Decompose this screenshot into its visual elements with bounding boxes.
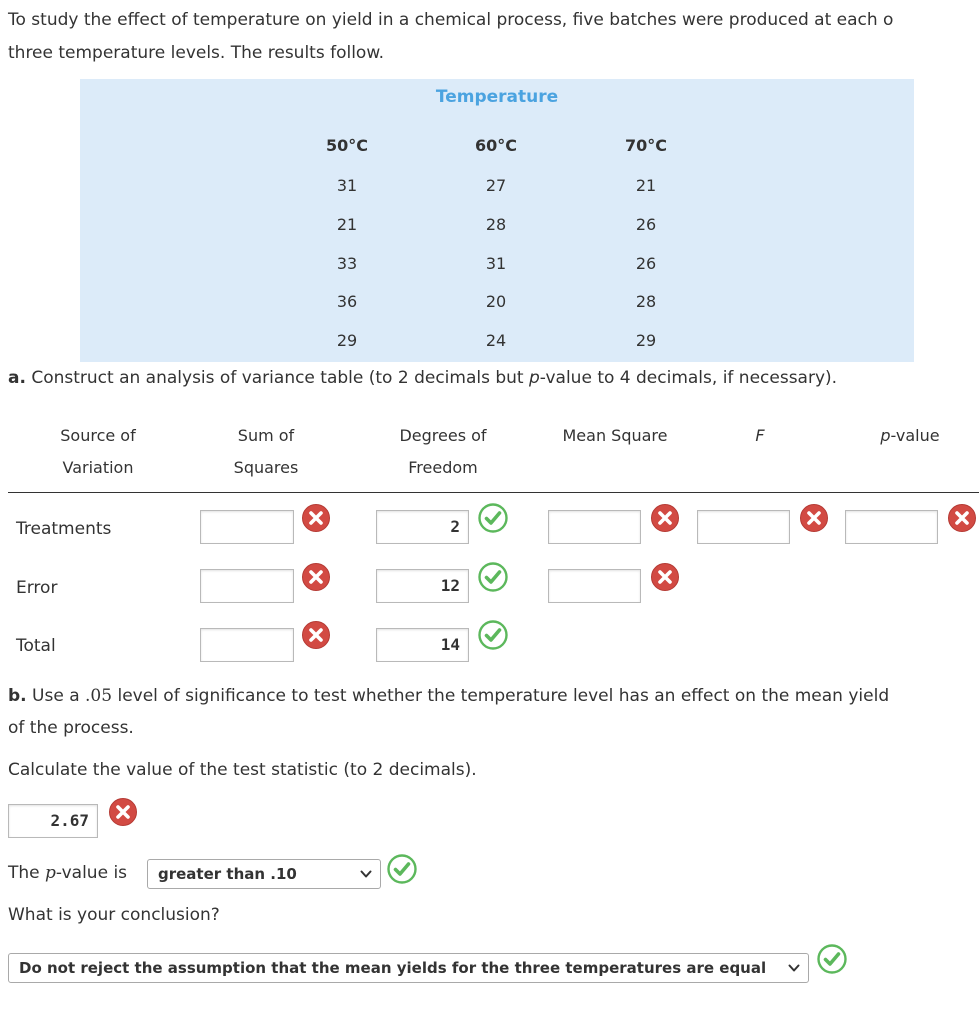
pvalue-prefix: The — [8, 863, 46, 883]
treatments-ss-input[interactable] — [200, 510, 294, 544]
pvalue-suffix: -value is — [55, 863, 128, 883]
incorrect-icon — [301, 562, 331, 592]
incorrect-icon — [108, 797, 138, 827]
part-a-label: a. — [8, 368, 26, 388]
incorrect-icon — [301, 620, 331, 650]
correct-icon — [387, 854, 417, 884]
conclusion-prompt: What is your conclusion? — [8, 905, 220, 925]
total-ss-input[interactable] — [200, 628, 294, 662]
part-b-prompt — [8, 680, 889, 712]
incorrect-icon — [799, 503, 829, 533]
header-p-italic: p — [880, 426, 891, 445]
pvalue-p: p — [45, 863, 56, 883]
treatments-f-input[interactable] — [697, 510, 790, 544]
temperature-data-table — [80, 79, 914, 362]
pvalue-select-value: greater than .10 — [158, 865, 297, 883]
header-degrees-of-freedom — [368, 420, 518, 484]
part-b-line-2: of the process. — [8, 718, 134, 738]
correct-icon — [817, 944, 847, 974]
header-source — [28, 420, 168, 484]
table-cell: 29 — [635, 331, 657, 350]
header-source-line-1: Source of — [60, 426, 136, 445]
error-ms-input[interactable] — [548, 569, 641, 603]
intro-line-1: To study the effect of temperature on yield in a chemical process, five batches were produced at each o — [8, 10, 894, 30]
header-source-line-2: Variation — [62, 458, 134, 477]
table-cell: 33 — [336, 254, 358, 273]
header-ss-line-1: Sum of — [237, 426, 295, 445]
column-header-60c: 60°C — [474, 136, 517, 155]
error-ss-input[interactable] — [200, 569, 294, 603]
table-cell: 28 — [485, 215, 507, 234]
total-df-input[interactable]: 14 — [376, 628, 469, 662]
incorrect-icon — [650, 503, 680, 533]
incorrect-icon — [650, 562, 680, 592]
row-label-total: Total — [16, 636, 56, 656]
table-cell: 26 — [635, 254, 657, 273]
part-a-text-1: Construct an analysis of variance table (to 2 decimals but — [25, 368, 529, 388]
incorrect-icon — [301, 503, 331, 533]
problem-intro — [8, 4, 979, 70]
table-cell: 31 — [485, 254, 507, 273]
intro-line-2: three temperature levels. The results follow. — [8, 43, 385, 63]
part-a-text-2: -value to 4 decimals, if necessary). — [539, 368, 838, 388]
header-df-line-2: Freedom — [408, 458, 478, 477]
pvalue-statement — [8, 857, 127, 889]
header-ss-line-2: Squares — [233, 458, 299, 477]
table-cell: 20 — [485, 292, 507, 311]
table-cell: 29 — [336, 331, 358, 350]
header-f: F — [755, 426, 765, 445]
correct-icon — [478, 503, 508, 533]
conclusion-select-value: Do not reject the assumption that the mean yields for the three temperatures are equal — [19, 959, 767, 977]
part-b-text-2: level of significance to test whether the temperature level has an effect on the mean yield — [112, 686, 890, 706]
table-title: Temperature — [435, 87, 559, 107]
table-cell: 27 — [485, 176, 507, 195]
error-df-input[interactable]: 12 — [376, 569, 469, 603]
table-cell: 26 — [635, 215, 657, 234]
test-statistic-input[interactable]: 2.67 — [8, 804, 98, 838]
table-cell: 36 — [336, 292, 358, 311]
calc-prompt: Calculate the value of the test statistic (to 2 decimals). — [8, 760, 477, 780]
header-p-value — [850, 420, 970, 452]
correct-icon — [478, 562, 508, 592]
pvalue-select[interactable] — [147, 859, 381, 889]
chevron-down-icon — [360, 868, 372, 880]
header-p-rest: -value — [890, 426, 940, 445]
column-header-50c: 50°C — [325, 136, 368, 155]
part-a-prompt — [8, 362, 837, 394]
part-b-text-1: Use a — [26, 686, 86, 706]
header-mean-square: Mean Square — [562, 426, 668, 445]
row-label-error: Error — [16, 578, 58, 598]
table-cell: 28 — [635, 292, 657, 311]
table-cell: 21 — [635, 176, 657, 195]
table-cell: 31 — [336, 176, 358, 195]
treatments-df-input[interactable]: 2 — [376, 510, 469, 544]
treatments-ms-input[interactable] — [548, 510, 641, 544]
part-b-alpha: .05 — [85, 686, 113, 706]
conclusion-select[interactable] — [8, 953, 809, 983]
chevron-down-icon — [788, 962, 800, 974]
header-df-line-1: Degrees of — [399, 426, 487, 445]
part-a-p: p — [529, 368, 540, 388]
treatments-p-input[interactable] — [845, 510, 938, 544]
part-b-label: b. — [8, 686, 27, 706]
row-label-treatments: Treatments — [16, 519, 112, 539]
table-cell: 24 — [485, 331, 507, 350]
column-header-70c: 70°C — [624, 136, 667, 155]
table-cell: 21 — [336, 215, 358, 234]
incorrect-icon — [947, 503, 977, 533]
header-sum-of-squares — [196, 420, 336, 484]
correct-icon — [478, 620, 508, 650]
header-divider — [8, 492, 979, 493]
